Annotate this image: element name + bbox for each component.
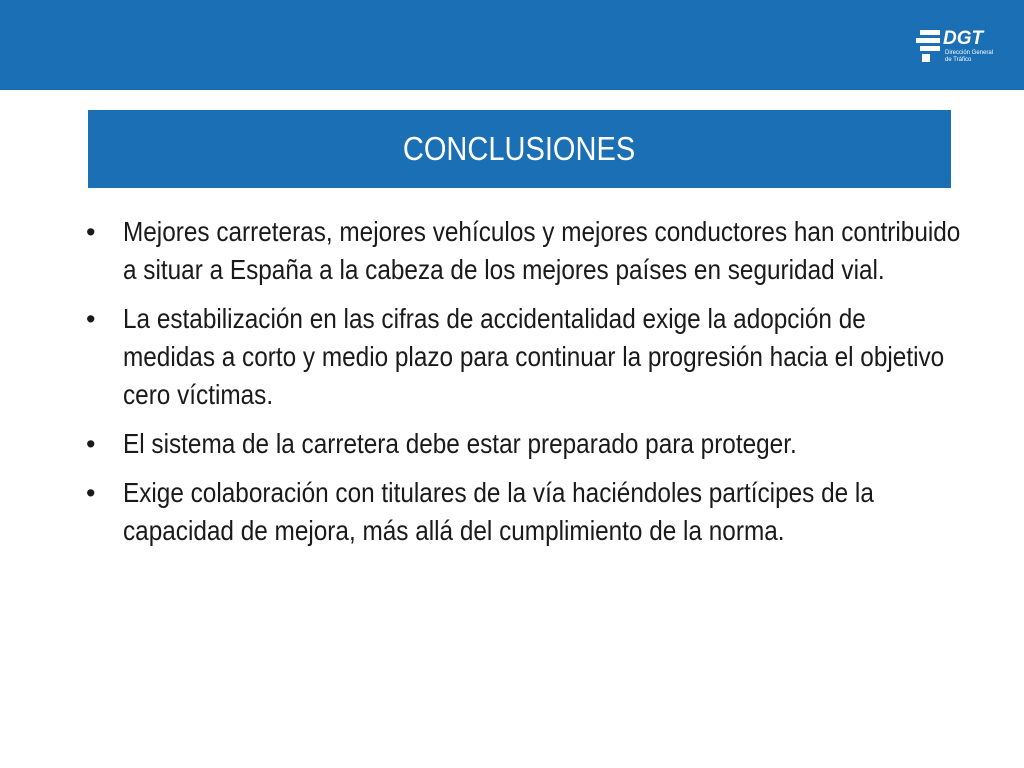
bullet-marker: • bbox=[86, 478, 96, 508]
dgt-logo-icon bbox=[916, 28, 942, 64]
list-item bbox=[86, 474, 966, 550]
bullet-text: El sistema de la carretera debe estar preparado para proteger. bbox=[123, 428, 797, 459]
bullet-marker: • bbox=[86, 304, 96, 334]
bullet-marker: • bbox=[86, 429, 96, 459]
bullet-text: Exige colaboración con titulares de la vía haciéndoles partícipes de la capacidad de mejora, más allá del cumplimiento de la norma. bbox=[123, 477, 874, 546]
bullet-list bbox=[86, 213, 966, 561]
logo-text: DGT bbox=[943, 28, 984, 49]
logo-subtitle-line2: de Tráfico bbox=[945, 57, 972, 63]
page-title: CONCLUSIONES bbox=[403, 130, 636, 167]
bullet-text: La estabilización en las cifras de accidentalidad exige la adopción de medidas a corto y medio plazo para continuar la progresión hacia el objetivo cero víctimas. bbox=[123, 303, 945, 410]
list-item bbox=[86, 425, 966, 463]
dgt-logo bbox=[916, 28, 1002, 70]
logo-subtitle-line1: Dirección General bbox=[945, 50, 994, 56]
header-band bbox=[0, 0, 1024, 90]
list-item bbox=[86, 213, 966, 289]
title-bar bbox=[88, 110, 951, 188]
list-item bbox=[86, 300, 966, 414]
bullet-text: Mejores carreteras, mejores vehículos y mejores conductores han contribuido a situar a España a la cabeza de los mejores países en seguridad vial. bbox=[123, 216, 961, 285]
bullet-marker: • bbox=[86, 217, 96, 247]
logo-subtitle bbox=[945, 50, 1005, 64]
